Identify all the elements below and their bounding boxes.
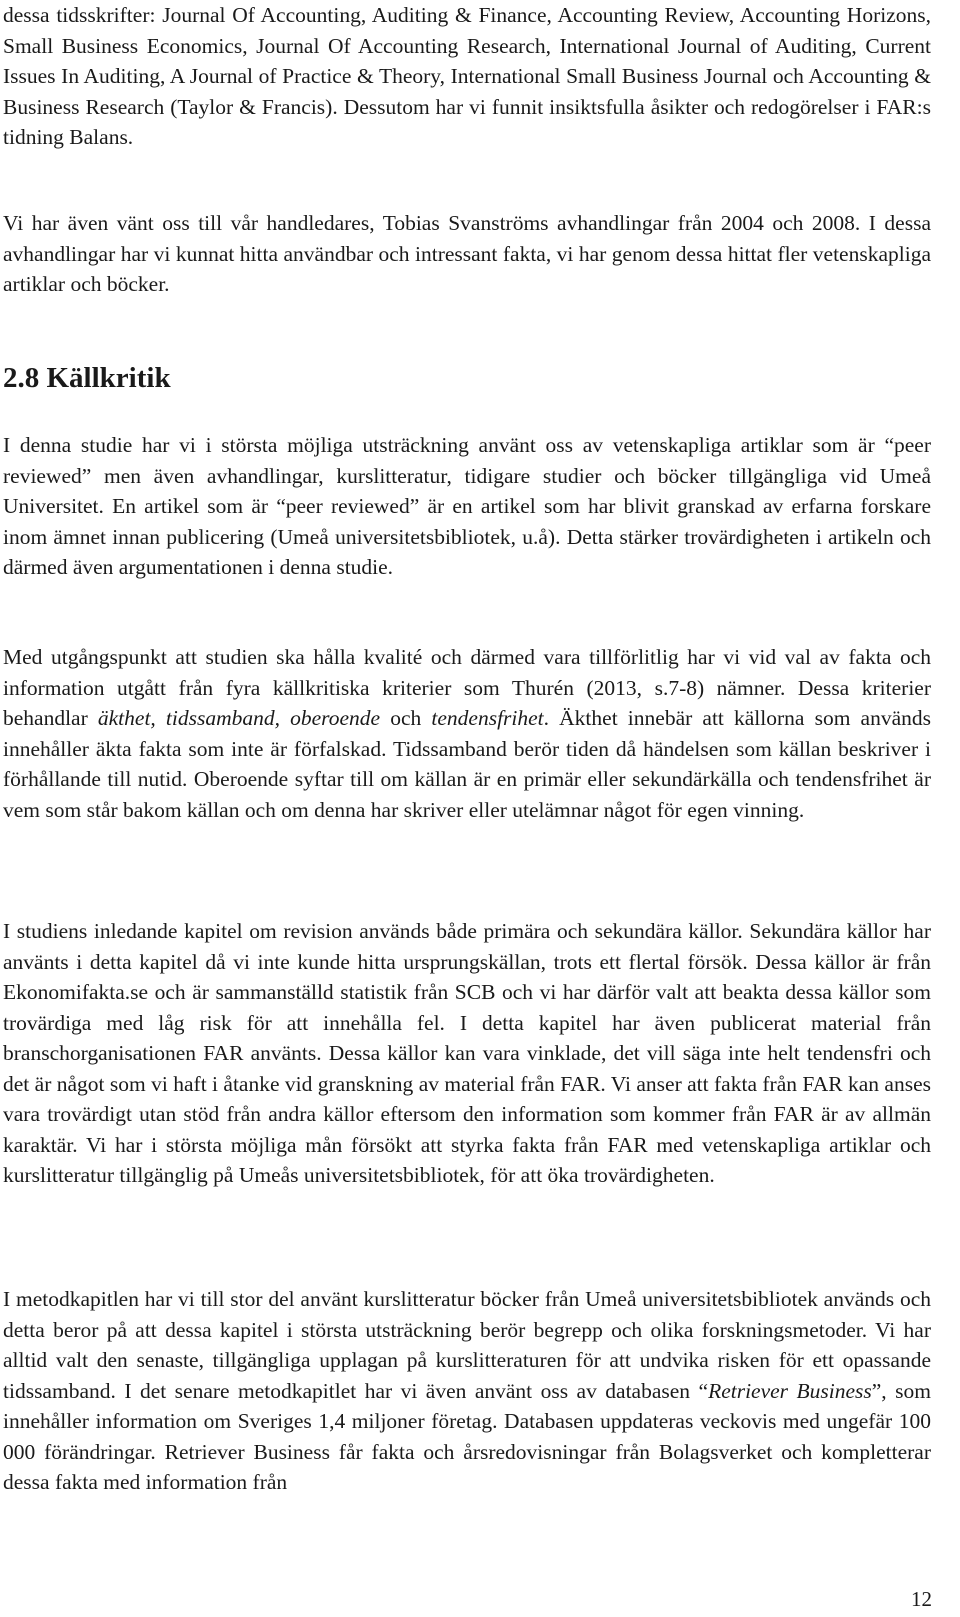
paragraph-text-part: . Äkthet innebär att källorna som används innehåller äkta fakta som inte är förfalskad. Tidssamband berör tiden då händelsen som källan beskriver i förhållande till nutid. Oberoende syftar till om källan är en primär eller sekundärkälla och tendensfrihet är vem som står bakom källan och om denna har skriver eller utelämnar något för egen vinning. [3,706,931,822]
paragraph-text-part: och [380,706,432,730]
paragraph-journals [3,0,931,153]
paragraph-supervisor-theses [3,208,931,300]
italic-criteria-term: tendensfrihet [431,706,544,730]
paragraph-source-criteria [3,642,931,825]
paragraph-peer-reviewed [3,430,931,583]
paragraph-text: dessa tidsskrifter: Journal Of Accounting, Auditing & Finance, Accounting Review, Accounting Horizons, Small Business Economics, Journal Of Accounting Research, International Journal of Auditing, Current Issues In Auditing, A Journal of Practice & Theory, International Small Business Journal och Accounting & Business Research (Taylor & Francis). Dessutom har vi funnit insiktsfulla åsikter och redogörelser i FAR:s tidning Balans. [3,3,931,149]
paragraph-text-part: ”, som innehåller information om Sveriges 1,4 miljoner företag. Databasen uppdateras veckovis med ungefär 100 000 förändringar. Retriever Business får fakta och årsredovisningar från Bolagsverket och kompletterar dessa fakta med information från [3,1378,931,1494]
paragraph-text: Vi har även vänt oss till vår handledares, Tobias Svanströms avhandlingar från 2004 och 2008. I dessa avhandlingar har vi kunnat hitta användbar och intressant fakta, vi har genom dessa hittat fler vetenskapliga artiklar och böcker. [3,211,931,296]
paragraph-method-sources [3,1284,931,1498]
italic-criteria-terms: äkthet, tidssamband, oberoende [97,706,381,730]
paragraph-text-part: I metodkapitlen har vi till stor del använt kurslitteratur böcker från Umeå universitetsbibliotek används och detta beror på att dessa kapitel i största utsträckning berör begrepp och olika forskningsmetoder. Vi har alltid valt den senaste, tillgängliga upplagan på kurslitteraturen för att undvika risken för ett opassande tidssamband. I det senare metodkapitlet har vi även använt oss av databasen “ [3,1287,931,1403]
section-heading: 2.8 Källkritik [3,362,171,394]
paragraph-revision-sources [3,916,931,1191]
page-number: 12 [911,1587,932,1611]
paragraph-text: I denna studie har vi i största möjliga utsträckning använt oss av vetenskapliga artiklar som är “peer reviewed” men även avhandlingar, kurslitteratur, tidigare studier och böcker tillgängliga vid Umeå Universitet. En artikel som är “peer reviewed” är en artikel som har blivit granskad av erfarna forskare inom ämnet innan publicering (Umeå universitetsbibliotek, u.å). Detta stärker trovärdigheten i artikeln och därmed även argumentationen i denna studie. [3,433,931,579]
italic-database-name: Retriever Business [708,1378,872,1403]
paragraph-text-part: Med utgångspunkt att studien ska hålla kvalité och därmed vara tillförlitlig har vi vid val av fakta och information utgått från fyra källkritiska kriterier som Thurén (2013, s.7-8) nämner. Dessa kriterier behandlar [3,645,931,730]
paragraph-text: I studiens inledande kapitel om revision används både primära och sekundära källor. Sekundära källor har använts i detta kapitel då vi inte kunde hitta ursprungskällan, trots ett flertal försök. Dessa källor är från Ekonomifakta.se och är sammanställd statistik från SCB och vi har därför valt att beakta dessa källor som trovärdiga med låg risk för att innehålla fel. I detta kapitel har även publicerat material från branschorganisationen FAR använts. Dessa källor kan vara vinklade, det vill säga inte helt tendensfri och det är något som vi haft i åtanke vid granskning av material från FAR. Vi anser att fakta från FAR kan anses vara trovärdigt utan stöd från andra källor eftersom den information som kommer från FAR är av allmän karaktär. Vi har i största möjliga mån försökt att styrka fakta från FAR med vetenskapliga artiklar och kurslitteratur tillgänglig på Umeås universitetsbibliotek, för att öka trovärdigheten. [3,919,931,1187]
